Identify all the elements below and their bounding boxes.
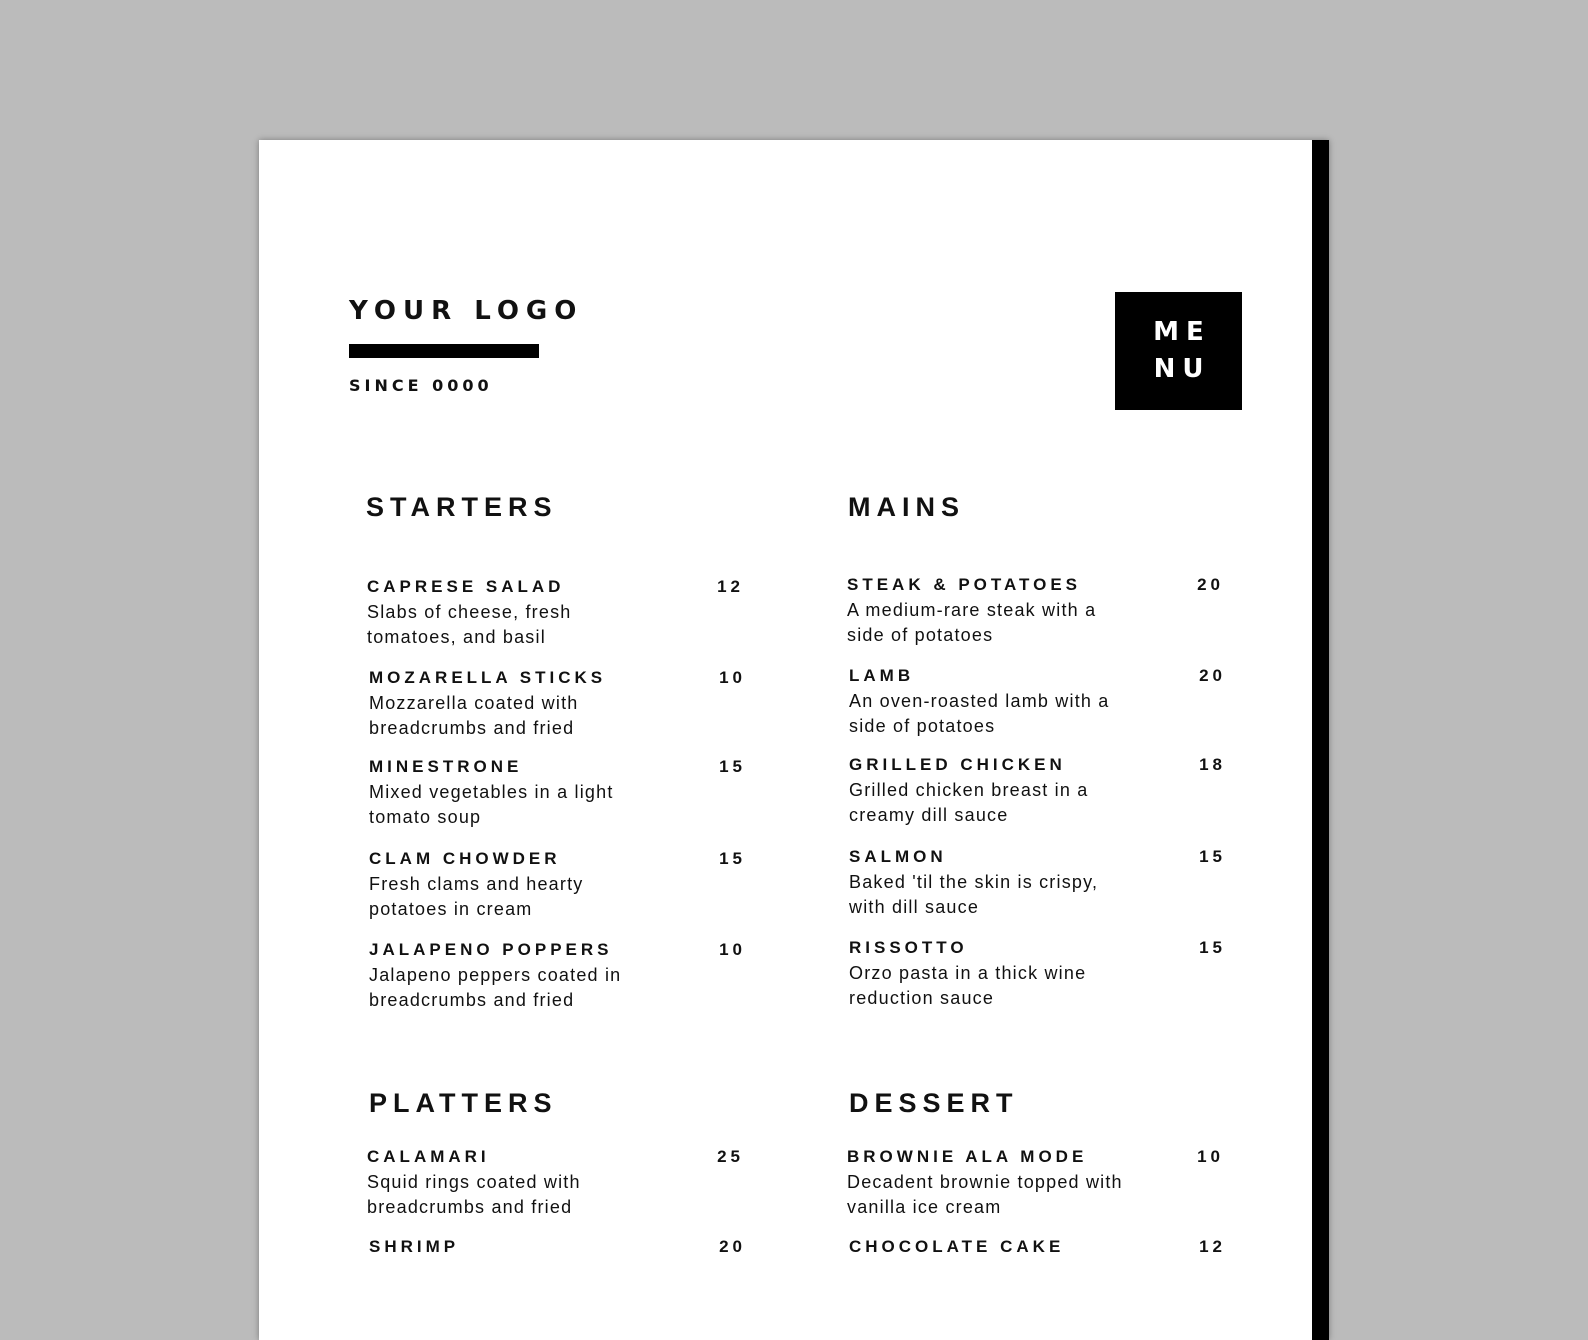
menu-item [847, 572, 1224, 648]
item-description: A medium-rare steak with a side of potatoes [847, 600, 1097, 645]
item-price: 10 [719, 940, 746, 959]
section-title-starters: STARTERS [366, 492, 558, 522]
menu-page [259, 140, 1329, 1340]
menu-item [367, 574, 744, 650]
menu-item [849, 935, 1226, 1011]
item-description: Baked 'til the skin is crispy, with dill sauce [849, 872, 1099, 917]
item-price: 20 [1197, 575, 1224, 594]
item-price: 25 [717, 1147, 744, 1166]
item-price: 20 [719, 1237, 746, 1256]
menu-item [849, 663, 1226, 739]
menu-item [849, 752, 1226, 828]
item-description: Jalapeno peppers coated in breadcrumbs and fried [369, 965, 622, 1010]
item-price: 15 [719, 849, 746, 868]
item-name: CAPRESE SALAD [367, 577, 565, 596]
logo-text: YOUR LOGO [349, 296, 584, 326]
menu-item [369, 1234, 746, 1260]
item-price: 10 [1197, 1147, 1224, 1166]
menu-item [367, 1144, 744, 1220]
item-name: BROWNIE ALA MODE [847, 1147, 1088, 1166]
item-name: GRILLED CHICKEN [849, 755, 1066, 774]
item-name: JALAPENO POPPERS [369, 940, 613, 959]
logo-underline [349, 344, 539, 358]
item-name: CHOCOLATE CAKE [849, 1237, 1065, 1256]
menu-item [369, 846, 746, 922]
item-name: CALAMARI [367, 1147, 490, 1166]
item-price: 12 [717, 577, 744, 596]
item-price: 15 [1199, 847, 1226, 866]
menu-item [369, 937, 746, 1013]
item-name: CLAM CHOWDER [369, 849, 561, 868]
item-description: Grilled chicken breast in a creamy dill sauce [849, 780, 1089, 825]
menu-item [369, 754, 746, 830]
section-title-mains: MAINS [848, 492, 965, 522]
item-description: Squid rings coated with breadcrumbs and fried [367, 1172, 581, 1217]
item-description: Decadent brownie topped with vanilla ice cream [847, 1172, 1123, 1217]
item-name: SALMON [849, 847, 947, 866]
section-title-platters: PLATTERS [369, 1088, 558, 1118]
item-price: 15 [719, 757, 746, 776]
menu-item [847, 1144, 1224, 1220]
item-name: SHRIMP [369, 1237, 460, 1256]
item-price: 15 [1199, 938, 1226, 957]
item-description: Mixed vegetables in a light tomato soup [369, 782, 614, 827]
menu-badge-line2: NU [1153, 354, 1211, 384]
item-name: STEAK & POTATOES [847, 575, 1082, 594]
item-description: An oven-roasted lamb with a side of potatoes [849, 691, 1110, 736]
menu-badge-line1: ME [1153, 317, 1211, 347]
menu-item [369, 665, 746, 741]
since-text: SINCE 0000 [349, 376, 493, 395]
item-price: 20 [1199, 666, 1226, 685]
item-description: Mozzarella coated with breadcrumbs and fried [369, 693, 579, 738]
item-price: 18 [1199, 755, 1226, 774]
item-name: MINESTRONE [369, 757, 523, 776]
menu-item [849, 844, 1226, 920]
item-description: Fresh clams and hearty potatoes in cream [369, 874, 584, 919]
item-description: Orzo pasta in a thick wine reduction sauce [849, 963, 1087, 1008]
page-edge-bar [1312, 140, 1329, 1340]
item-name: MOZARELLA STICKS [369, 668, 607, 687]
item-description: Slabs of cheese, fresh tomatoes, and basil [367, 602, 572, 647]
menu-item [849, 1234, 1226, 1260]
item-name: LAMB [849, 666, 915, 685]
item-price: 10 [719, 668, 746, 687]
section-title-dessert: DESSERT [849, 1088, 1019, 1118]
menu-badge [1115, 292, 1242, 410]
item-name: RISSOTTO [849, 938, 968, 957]
item-price: 12 [1199, 1237, 1226, 1256]
